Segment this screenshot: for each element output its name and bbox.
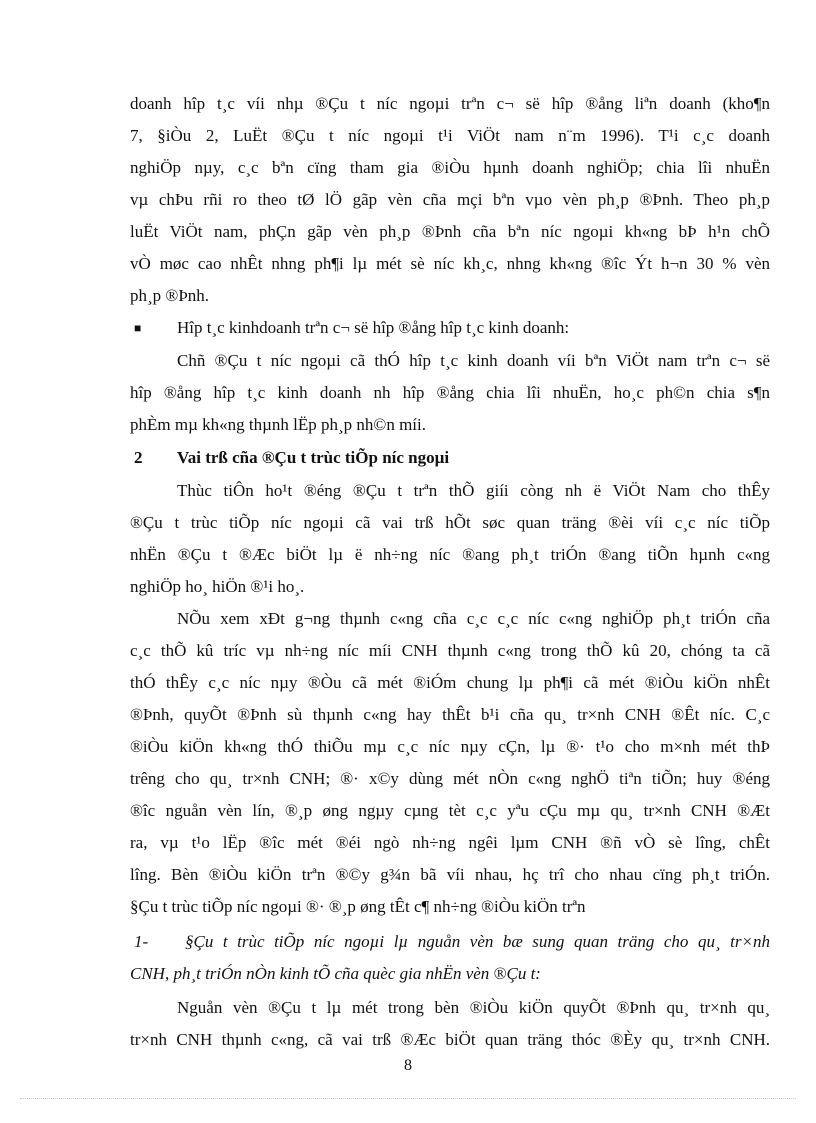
text-line: hîp ®ång hîp t¸c kinh doanh nh hîp ®ång chia lîi nhuËn, ho¸c ph©n chia s¶n xyxy=(130,383,770,402)
text-line: ®iÒu kiÖn kh«ng thÓ thiÕu mµ c¸c níc nµy cÇn, lµ ®· t¹o cho m×nh mét thÞ xyxy=(130,737,770,756)
subsection-heading: §Çu t trùc tiÕp níc ngoµi lµ nguån vèn bæ sung quan träng cho qu¸ tr×nh xyxy=(185,932,770,951)
text-line: doanh hîp t¸c víi nhµ ®Çu t níc ngoµi trªn c¬ së hîp ®ång liªn doanh (kho¶n xyxy=(130,94,770,113)
text-line: ph¸p ®Þnh. xyxy=(130,286,210,305)
section-number: 2 xyxy=(134,448,143,467)
bullet-item: Hîp t¸c kinhdoanh trªn c¬ së hîp ®ång hîp t¸c kinh doanh: xyxy=(177,318,570,337)
text-line: luËt ViÖt nam, phÇn gãp vèn ph¸p ®Þnh cña bªn níc ngoµi kh«ng bÞ h¹n chÕ xyxy=(130,222,770,241)
text-line: §Çu t trùc tiÕp níc ngoµi ®· ®¸p øng tÊt c¶ nh÷ng ®iÒu kiÖn trªn xyxy=(130,897,586,916)
text-line: nghiÖp nµy, c¸c bªn cïng tham gia ®iÒu hµnh doanh nghiÖp; chia lîi nhuËn xyxy=(130,158,770,177)
text-line: vÒ møc cao nhÊt nhng ph¶i lµ mét sè níc kh¸c, nhng kh«ng ®îc Ýt h¬n 30 % vèn xyxy=(130,254,770,273)
section-heading: Vai trß cña ®Çu t trùc tiÕp níc ngoµi xyxy=(177,448,450,467)
text-line: c¸c thÕ kû tríc vµ nh÷ng níc míi CNH thµnh c«ng trong thÕ kû 20, chóng ta cã xyxy=(130,641,770,660)
text-line: Nguån vèn ®Çu t lµ mét trong bèn ®iÒu kiÖn quyÕt ®Þnh qu¸ tr×nh qu¸ xyxy=(177,998,770,1017)
subsection-heading: CNH, ph¸t triÓn nÒn kinh tÕ cña quèc gia nhËn vèn ®Çu t: xyxy=(130,964,541,983)
text-line: ®îc nguån vèn lín, ®¸p øng ngµy cµng tèt c¸c yªu cÇu mµ qu¸ tr×nh CNH ®Æt xyxy=(130,801,770,820)
page-number: 8 xyxy=(404,1057,412,1074)
footer-divider xyxy=(20,1098,796,1099)
text-line: 7, §iÒu 2, LuËt ®Çu t níc ngoµi t¹i ViÖt nam n¨m 1996). T¹i c¸c doanh xyxy=(130,126,770,145)
text-line: nhËn ®Çu t ®Æc biÖt lµ ë nh÷ng níc ®ang ph¸t triÓn ®ang tiÕn hµnh c«ng xyxy=(130,545,770,564)
text-line: tr×nh CNH thµnh c«ng, cã vai trß ®Æc biÖt quan träng thóc ®Èy qu¸ tr×nh CNH. xyxy=(130,1030,770,1049)
text-line: lîng. Bèn ®iÒu kiÖn trªn ®©y g¾n bã víi nhau, hç trî cho nhau cïng ph¸t triÓn. xyxy=(130,865,770,884)
text-line: trêng cho qu¸ tr×nh CNH; ®· x©y dùng mét nÒn c«ng nghÖ tiªn tiÕn; huy ®éng xyxy=(130,769,770,788)
bullet-square-icon: ■ xyxy=(134,321,142,335)
subsection-number: 1- xyxy=(134,932,149,951)
text-line: ®Çu t trùc tiÕp níc ngoµi cã vai trß hÕt søc quan träng ®èi víi c¸c níc tiÕp xyxy=(130,513,770,532)
text-line: phÈm mµ kh«ng thµnh lËp ph¸p nh©n míi. xyxy=(130,415,426,434)
text-line: Thùc tiÔn ho¹t ®éng ®Çu t trªn thÕ giíi còng nh ë ViÖt Nam cho thÊy xyxy=(177,481,770,500)
text-line: nghiÖp ho¸ hiÖn ®¹i ho¸. xyxy=(130,577,305,596)
text-line: Chñ ®Çu t níc ngoµi cã thÓ hîp t¸c kinh doanh víi bªn ViÖt nam trªn c¬ së xyxy=(177,351,770,370)
text-line: ®Þnh, quyÕt ®Þnh sù thµnh c«ng hay thÊt b¹i cña qu¸ tr×nh CNH ®Êt níc. C¸c xyxy=(130,705,770,724)
text-line: thÓ thÊy c¸c níc nµy ®Òu cã mét ®iÓm chung lµ ph¶i cã mét ®iÒu kiÖn nhÊt xyxy=(130,673,770,692)
text-line: ra, vµ t¹o lËp ®îc mét ®éi ngò nh÷ng ngêi lµm CNH ®ñ vÒ sè lîng, chÊt xyxy=(130,833,770,852)
text-line: NÕu xem xÐt g¬ng thµnh c«ng cña c¸c c¸c níc c«ng nghiÖp ph¸t triÓn cña xyxy=(177,609,770,628)
text-line: vµ chÞu rñi ro theo tØ lÖ gãp vèn cña mçi bªn vµo vèn ph¸p ®Þnh. Theo ph¸p xyxy=(130,190,770,209)
